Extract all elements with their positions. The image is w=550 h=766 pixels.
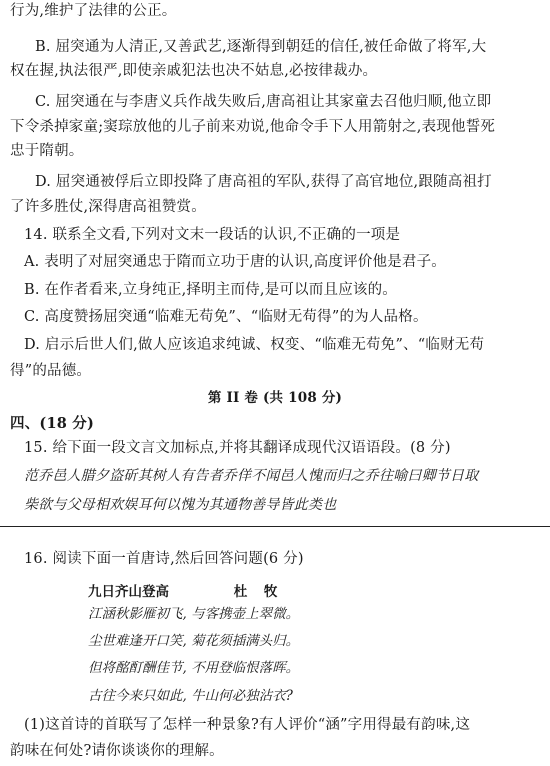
question-16-part-1: (1)这首诗的首联写了怎样一种景象?有人评价“涵”字用得最有韵味,这 <box>24 717 471 733</box>
poem-verse: 江涵秋影雁初飞, 与客携壶上翠微。 <box>88 606 300 622</box>
divider-line <box>0 526 550 527</box>
q14-option-b: B. 在作者看来,立身纯正,择明主而侍,是可以而且应该的。 <box>24 282 397 298</box>
text-line: 忠于隋朝。 <box>10 143 84 159</box>
poem-header <box>88 580 283 600</box>
poem-verse: 但将酩酊酬佳节, 不用登临恨落晖。 <box>88 660 300 676</box>
option-c-line: C. 屈突通在与李唐义兵作战失败后,唐高祖让其家童去召他归顺,他立即 <box>35 94 492 110</box>
q14-option-a: A. 表明了对屈突通忠于隋而立功于唐的认识,高度评价他是君子。 <box>24 254 446 270</box>
poem-title: 九日齐山登高 <box>88 584 169 600</box>
poem-verse: 尘世难逢开口笑, 菊花须插满头归。 <box>88 633 300 649</box>
text-line: 下令杀掉家童;窦琮放他的儿子前来劝说,他命令手下人用箭射之,表现他誓死 <box>10 119 496 135</box>
question-14: 14. 联系全文看,下列对文末一段话的认识,不正确的一项是 <box>24 227 401 243</box>
section-heading: 第 II 卷 (共 108 分) <box>207 390 343 406</box>
poem-author: 杜 牧 <box>233 584 284 600</box>
option-b-line: B. 屈突通为人清正,又善武艺,逐渐得到朝廷的信任,被任命做了将军,大 <box>35 39 487 55</box>
text-line: 韵味在何处?请你谈谈你的理解。 <box>10 743 224 759</box>
text-line: 权在握,执法很严,即使亲戚犯法也决不姑息,必按律裁办。 <box>10 63 378 79</box>
classical-passage-line: 柴欲与父母相欢娱耳何以愧为其通物善导皆此类也 <box>24 497 337 513</box>
text-line: 得”的品德。 <box>10 363 92 379</box>
option-d-line: D. 屈突通被俘后立即投降了唐高祖的军队,获得了高官地位,跟随高祖打 <box>35 174 492 190</box>
question-15: 15. 给下面一段文言文加标点,并将其翻译成现代汉语语段。(8 分) <box>24 440 451 456</box>
poem-verse: 古往今来只如此, 牛山何必独沾衣? <box>88 688 293 704</box>
part-four-heading: 四、(18 分) <box>10 415 95 432</box>
classical-passage-line: 范乔邑人腊夕盗斫其树人有告者乔佯不闻邑人愧而归之乔往喻曰卿节日取 <box>24 468 479 484</box>
question-16: 16. 阅读下面一首唐诗,然后回答问题(6 分) <box>24 551 304 567</box>
text-line: 了许多胜仗,深得唐高祖赞赏。 <box>10 199 206 215</box>
q14-option-d: D. 启示后世人们,做人应该追求纯诚、权变、“临难无苟免”、“临财无苟 <box>24 337 485 353</box>
q14-option-c: C. 高度赞扬屈突通“临难无苟免”、“临财无苟得”的为人品格。 <box>24 309 428 325</box>
text-line: 行为,维护了法律的公正。 <box>10 3 177 19</box>
